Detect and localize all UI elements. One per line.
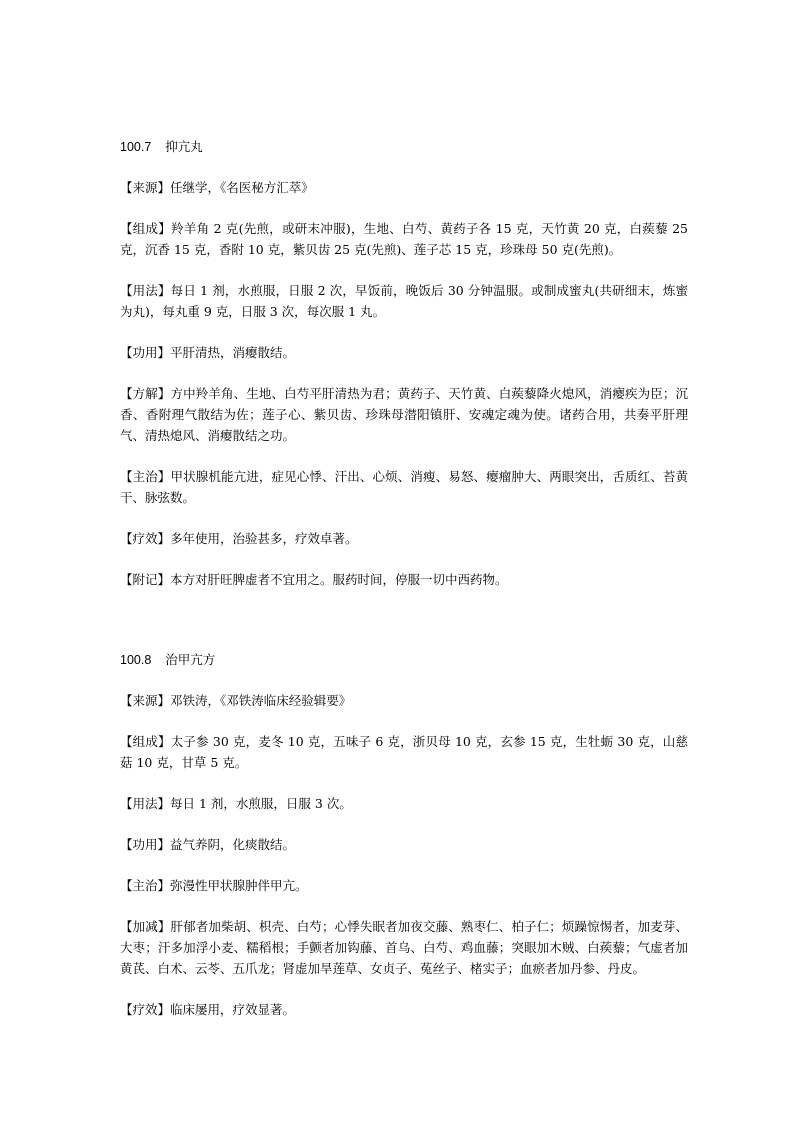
paragraph-label: 【来源】 <box>120 693 171 708</box>
paragraph-text: 本方对肝旺脾虚者不宜用之。服药时间，停服一切中西药物。 <box>170 572 508 587</box>
section-name: 抑亢丸 <box>165 140 203 154</box>
paragraph <box>120 731 688 773</box>
paragraph <box>120 383 688 446</box>
paragraph <box>120 793 688 814</box>
paragraph <box>120 280 688 322</box>
document-page <box>120 137 688 1020</box>
paragraph-text: 临床屡用，疗效显著。 <box>170 1002 296 1017</box>
paragraph-text: 太子参 30 克，麦冬 10 克，五味子 6 克，浙贝母 10 克，玄参 15 克，生牡蛎 30 克，山慈菇 10 克，甘草 5 克。 <box>120 734 688 770</box>
paragraph-label: 【主治】 <box>120 878 171 893</box>
paragraph-text: 方中羚羊角、生地、白芍平肝清热为君；黄药子、天竹黄、白蒺藜降火熄风，消瘿疾为臣；沉香、香附理气散结为佐；莲子心、紫贝齿、珍珠母潜阳镇肝、安魂定魂为使。诸药合用，共奏平肝理气、清热熄风、消瘿散结之功。 <box>120 386 688 443</box>
paragraph-label: 【组成】 <box>120 734 171 749</box>
paragraph <box>120 834 688 855</box>
paragraph-label: 【来源】 <box>120 180 171 195</box>
paragraph-text: 平肝清热，消瘿散结。 <box>170 345 296 360</box>
paragraph-text: 肝郁者加柴胡、枳壳、白芍；心悸失眠者加夜交藤、熟枣仁、柏子仁；烦躁惊惕者，加麦芽、大枣；汗多加浮小麦、糯稻根；手颤者加钩藤、首乌、白芍、鸡血藤；突眼加木贼、白蒺藜；气虚者加黄芪、白术、云苓、五爪龙；肾虚加旱莲草、女贞子、菟丝子、楮实子；血瘀者加丹参、丹皮。 <box>120 919 688 976</box>
paragraph-text: 每日 1 剂，水煎服，日服 3 次。 <box>170 796 352 811</box>
paragraph <box>120 999 688 1020</box>
paragraph-text: 每日 1 剂，水煎服，日服 2 次，早饭前，晚饭后 30 分钟温服。或制成蜜丸(共研细末，炼蜜为丸)，每丸重 9 克，日服 3 次，每次服 1 丸。 <box>120 283 688 319</box>
section-name: 治甲亢方 <box>165 653 216 667</box>
paragraph-label: 【疗效】 <box>120 531 171 546</box>
paragraph <box>120 177 688 198</box>
paragraph-text: 羚羊角 2 克(先煎，或研末冲服)，生地、白芍、黄药子各 15 克，天竹黄 20 克，白蒺藜 25 克，沉香 15 克，香附 10 克，紫贝齿 25 克(先煎)、莲子芯 15 克，珍珠母 50 克(先煎)。 <box>120 221 688 257</box>
formula-section <box>120 650 688 1020</box>
paragraph-label: 【附记】 <box>120 572 171 587</box>
paragraph-text: 邓铁涛，《邓铁涛临床经验辑要》 <box>170 693 352 708</box>
section-number: 100.8 <box>120 653 152 667</box>
paragraph-text: 多年使用，治验甚多，疗效卓著。 <box>170 531 358 546</box>
paragraph-text: 弥漫性甲状腺肿伴甲亢。 <box>170 878 308 893</box>
paragraph <box>120 690 688 711</box>
section-title <box>120 137 688 158</box>
paragraph-text: 益气养阴，化痰散结。 <box>170 837 296 852</box>
paragraph <box>120 218 688 260</box>
paragraph-label: 【疗效】 <box>120 1002 171 1017</box>
paragraph <box>120 342 688 363</box>
section-number: 100.7 <box>120 140 152 154</box>
paragraph <box>120 466 688 508</box>
paragraph-text: 任继学，《名医秘方汇萃》 <box>170 180 314 195</box>
paragraph <box>120 916 688 979</box>
paragraph-label: 【功用】 <box>120 837 171 852</box>
paragraph <box>120 875 688 896</box>
paragraph <box>120 528 688 549</box>
paragraph-label: 【组成】 <box>120 221 172 236</box>
paragraph-text: 甲状腺机能亢进，症见心悸、汗出、心烦、消瘦、易怒、瘿瘤肿大、两眼突出，舌质红、苔黄干、脉弦数。 <box>120 469 688 505</box>
paragraph <box>120 569 688 590</box>
paragraph-label: 【方解】 <box>120 386 171 401</box>
paragraph-label: 【主治】 <box>120 469 171 484</box>
paragraph-label: 【用法】 <box>120 796 171 811</box>
formula-section <box>120 137 688 590</box>
section-title <box>120 650 688 671</box>
paragraph-label: 【加减】 <box>120 919 171 934</box>
paragraph-label: 【功用】 <box>120 345 171 360</box>
paragraph-label: 【用法】 <box>120 283 171 298</box>
